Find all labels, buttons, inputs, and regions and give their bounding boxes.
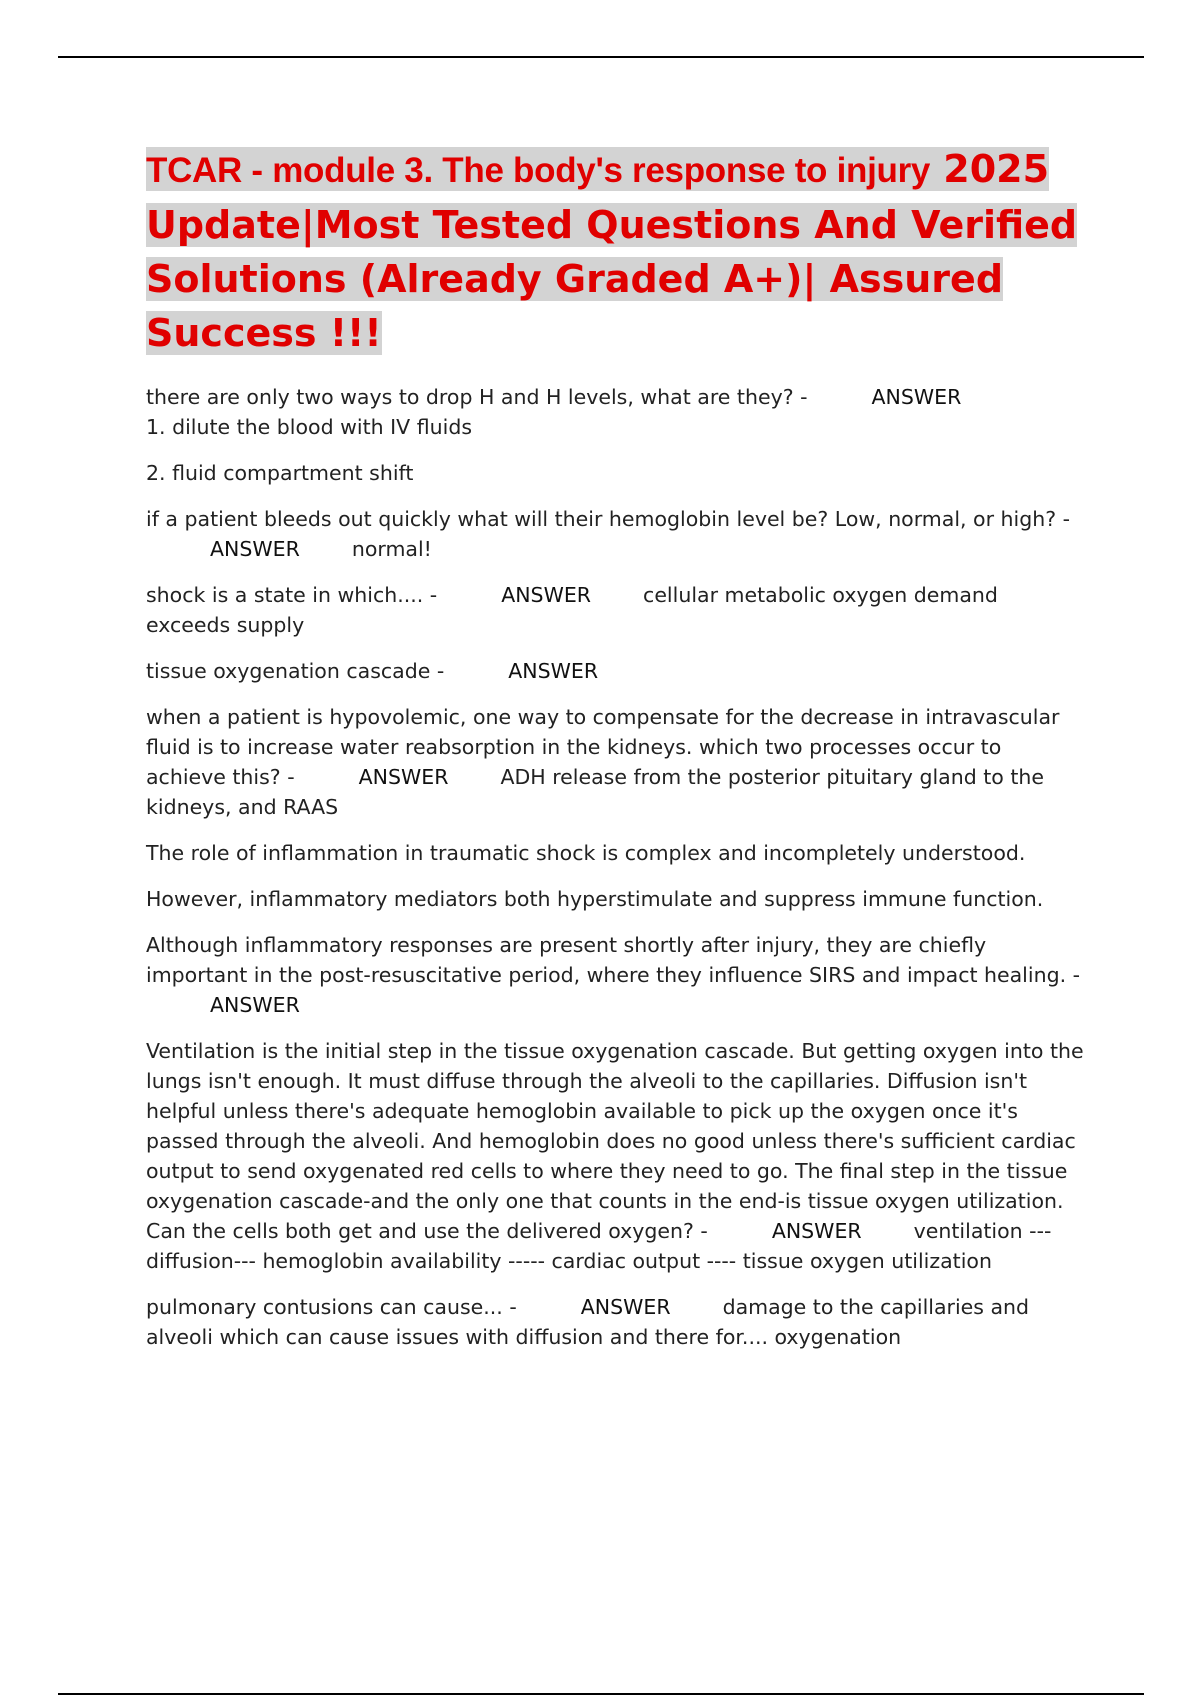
footer-rule (58, 1693, 1144, 1695)
answer-label: ANSWER (210, 993, 300, 1017)
title-rest: 2025 Update|Most Tested Questions And Verified Solutions (Already Graded A+)| Assured Success !!! (146, 147, 1078, 355)
answer-text: damage to the capillaries and alveoli which can cause issues with diffusion and there for.... oxygenation (146, 1295, 1030, 1349)
answer-label: ANSWER (580, 1295, 671, 1319)
question-text: when a patient is hypovolemic, one way to compensate for the decrease in intravascular fluid is to increase water reabsorption in the kidneys. which two processes occur to achieve this? - (146, 705, 1060, 789)
qa-item-9 (146, 930, 1086, 1020)
answer-text: ADH release from the posterior pituitary gland to the kidneys, and RAAS (146, 765, 1044, 819)
title-lead: TCAR - module 3. The body's response to injury (146, 151, 931, 190)
answer-label: ANSWER (501, 583, 592, 607)
document-body (146, 142, 1086, 1368)
answer-label: ANSWER (871, 385, 962, 409)
answer-text: ventilation --- diffusion--- hemoglobin availability ----- cardiac output ---- tissue oxygen utilization (146, 1219, 1052, 1273)
qa-item-5 (146, 656, 1086, 686)
question-text: tissue oxygenation cascade - (146, 659, 445, 683)
qa-item-1 (146, 382, 1086, 442)
qa-item-3 (146, 504, 1086, 564)
header-rule (58, 56, 1144, 58)
question-text: if a patient bleeds out quickly what will their hemoglobin level be? Low, normal, or high? - (146, 507, 1071, 531)
question-text: Although inflammatory responses are present shortly after injury, they are chiefly important in the post-resuscitative period, where they influence SIRS and impact healing. - (146, 933, 1081, 987)
answer-text: normal! (351, 537, 432, 561)
qa-item-11 (146, 1292, 1086, 1352)
answer-label: ANSWER (508, 659, 599, 683)
question-text: there are only two ways to drop H and H levels, what are they? - (146, 385, 808, 409)
paragraph-2: 2. fluid compartment shift (146, 461, 414, 485)
answer-label: ANSWER (771, 1219, 862, 1243)
qa-item-6 (146, 702, 1086, 822)
answer-label: ANSWER (358, 765, 449, 789)
qa-item-10 (146, 1036, 1086, 1276)
paragraph-7: The role of inflammation in traumatic shock is complex and incompletely understood. (146, 841, 1026, 865)
answer-label: ANSWER (210, 537, 300, 561)
paragraph-8: However, inflammatory mediators both hyperstimulate and suppress immune function. (146, 887, 1044, 911)
qa-item-4 (146, 580, 1086, 640)
question-text: shock is a state in which.... - (146, 583, 438, 607)
question-text: Ventilation is the initial step in the tissue oxygenation cascade. But getting oxygen into the lungs isn't enough. It must diffuse through the alveoli to the capillaries. Diffusion isn't helpful unless there's adequate hemoglobin available to pick up the oxygen once it's passed through the alveoli. And hemoglobin does no good unless there's sufficient cardiac output to send oxygenated red cells to where they need to go. The final step in the tissue oxygenation cascade-and the only one that counts in the end-is tissue oxygen utilization. Can the cells both get and use the delivered oxygen? - (146, 1039, 1084, 1243)
question-text: pulmonary contusions can cause... - (146, 1295, 517, 1319)
answer-text: cellular metabolic oxygen demand exceeds supply (146, 583, 998, 637)
answer-text: 1. dilute the blood with IV fluids (146, 415, 473, 439)
document-title (146, 142, 1086, 360)
